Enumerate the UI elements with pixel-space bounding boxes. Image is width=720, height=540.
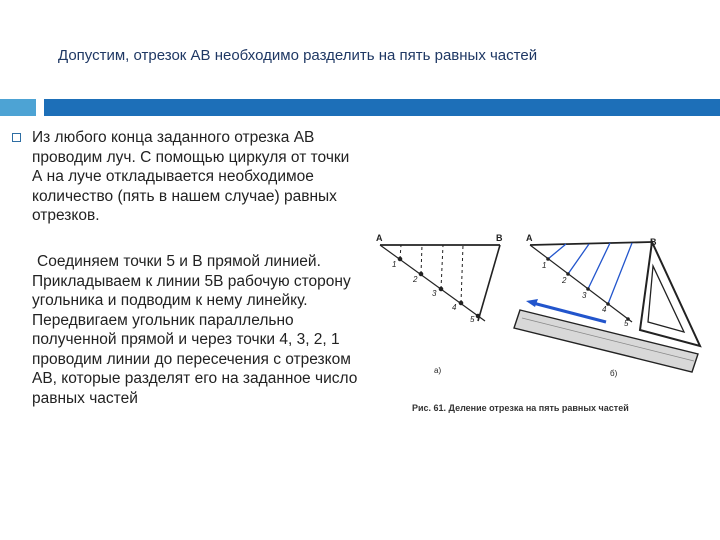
point-label-1-b: 1 xyxy=(542,261,547,270)
point-label-5-b: 5 xyxy=(624,319,629,328)
sub-label-a: а) xyxy=(434,366,442,375)
drawing-a xyxy=(380,245,500,321)
point-label-5-a: 5 xyxy=(470,315,475,324)
segment-ab-b xyxy=(530,242,652,245)
point-label-2-a: 2 xyxy=(413,275,418,284)
header-band-left xyxy=(0,99,36,116)
header-band-right xyxy=(44,99,720,116)
paragraph-2: Соединяем точки 5 и В прямой линией. Прикладываем к линии 5В рабочую сторону угольника и подводим к нему линейку. Передвигаем угольник параллельно полученной прямой и через точки 4, 3, 2, 1 проводим линии до пересечения с отрезком АВ, которые разделят его на заданное число равных частей xyxy=(32,253,358,407)
set-square-outer xyxy=(640,242,700,346)
slide-title: Допустим, отрезок АВ необходимо разделить на пять равных частей xyxy=(58,47,538,64)
line-5b-a xyxy=(478,245,500,321)
figure-caption: Рис. 61. Деление отрезка на пять равных частей xyxy=(412,403,629,413)
point-label-3-b: 3 xyxy=(582,291,587,300)
label-a-b: А xyxy=(526,233,533,243)
figure xyxy=(370,222,720,432)
point-label-2-b: 2 xyxy=(562,276,567,285)
figure-drawing xyxy=(370,222,720,432)
point-label-1-a: 1 xyxy=(392,260,397,269)
point-label-4-b: 4 xyxy=(602,305,607,314)
point-label-3-a: 3 xyxy=(432,289,437,298)
sub-label-b: б) xyxy=(610,369,618,378)
bullet-square-icon xyxy=(12,133,21,142)
blue-arrow-head-icon xyxy=(526,299,538,307)
label-a-a: А xyxy=(376,233,383,243)
label-b-b: В xyxy=(650,237,657,247)
paragraph-1: Из любого конца заданного отрезка АВ проводим луч. С помощью циркуля от точки А на луче откладывается необходимое количество (пять в нашем случае) равных отрезков. xyxy=(32,129,350,224)
label-b-a: В xyxy=(496,233,503,243)
ray-a xyxy=(380,245,485,321)
point-label-4-a: 4 xyxy=(452,303,457,312)
